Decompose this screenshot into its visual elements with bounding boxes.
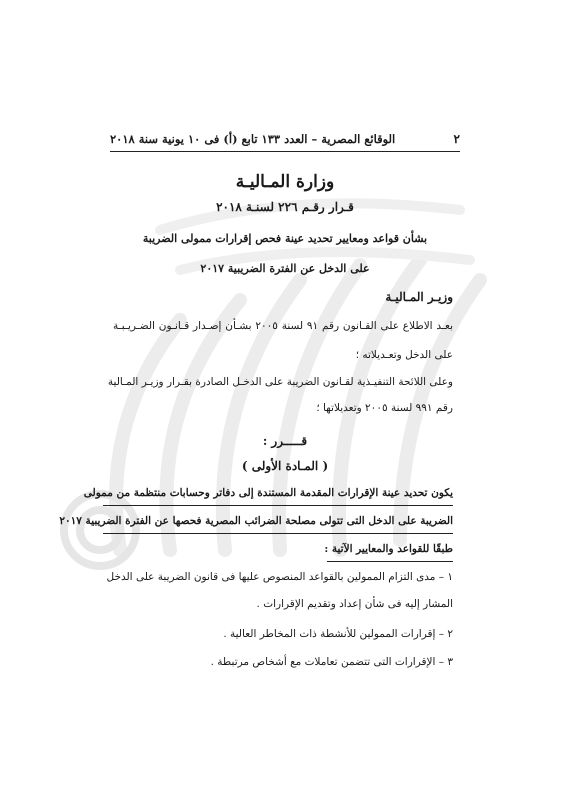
criteria-item-2: ٢ – إقرارات الممولين للأنشطة ذات المخاطر العالية .: [223, 628, 453, 640]
underline-1: [103, 505, 453, 506]
underline-3: [327, 561, 453, 562]
preamble-paragraph-1-line-1: بعـد الاطلاع على القـانون رقم ٩١ لسنة ٢٠٠٥ بشـأن إصـدار قـانـون الضـريـبـة: [113, 320, 453, 332]
preamble-paragraph-2-line-1: وعلى اللائحة التنفيـذية لقـانون الضريبة على الدخـل الصادرة بقـرار وزيـر المـالية: [107, 376, 453, 388]
preamble-paragraph-1-line-2: على الدخل وتعـديلاته ؛: [355, 349, 453, 361]
underline-2: [103, 533, 453, 534]
page-number: ٢: [453, 132, 460, 146]
article-1-line-1: يكون تحديد عينة الإقرارات المقدمة المستندة إلى دفاتر وحسابات منتظمة من ممولى: [83, 487, 453, 499]
criteria-item-3: ٣ – الإقرارات التى تتضمن تعاملات مع أشخاص مرتبطة .: [210, 656, 453, 668]
minister-heading: وزيـر المـاليـة: [385, 290, 453, 304]
header-divider: [110, 151, 460, 152]
decree-title: قـرار رقـم ٢٢٦ لسنـة ٢٠١٨: [216, 200, 354, 214]
article-1-line-2: الضريبة على الدخل التى تتولى مصلحة الضرائب المصرية فحصها عن الفترة الضريبية ٢٠١٧: [59, 515, 453, 527]
article-1-heading: ( المـادة الأولى ): [241, 459, 329, 473]
preamble-paragraph-2-line-2: رقم ٩٩١ لسنة ٢٠٠٥ وتعديلاتها ؛: [316, 402, 453, 414]
decided-heading: قـــــرر :: [262, 434, 308, 448]
ministry-title: وزارة المـاليـة: [235, 172, 335, 192]
decree-subject-line-1: بشأن قواعد ومعايير تحديد عينة فحص إقرارات ممولى الضريبة: [142, 232, 428, 245]
criteria-item-1-line-2: المشار إليه فى شأن إعداد وتقديم الإقرارات .: [256, 598, 453, 610]
article-1-line-3: طبقًا للقواعد والمعايير الآتية :: [324, 543, 453, 555]
criteria-item-1-line-1: ١ – مدى التزام الممولين بالقواعد المنصوص عليها فى قانون الضريبة على الدخل: [106, 571, 453, 583]
publication-line: الوقائع المصرية – العدد ١٣٣ تابع (أ) فى ١٠ يونية سنة ٢٠١٨: [110, 132, 396, 146]
gazette-header: [110, 128, 460, 150]
decree-subject-line-2: على الدخل عن الفترة الضريبية ٢٠١٧: [200, 262, 370, 275]
